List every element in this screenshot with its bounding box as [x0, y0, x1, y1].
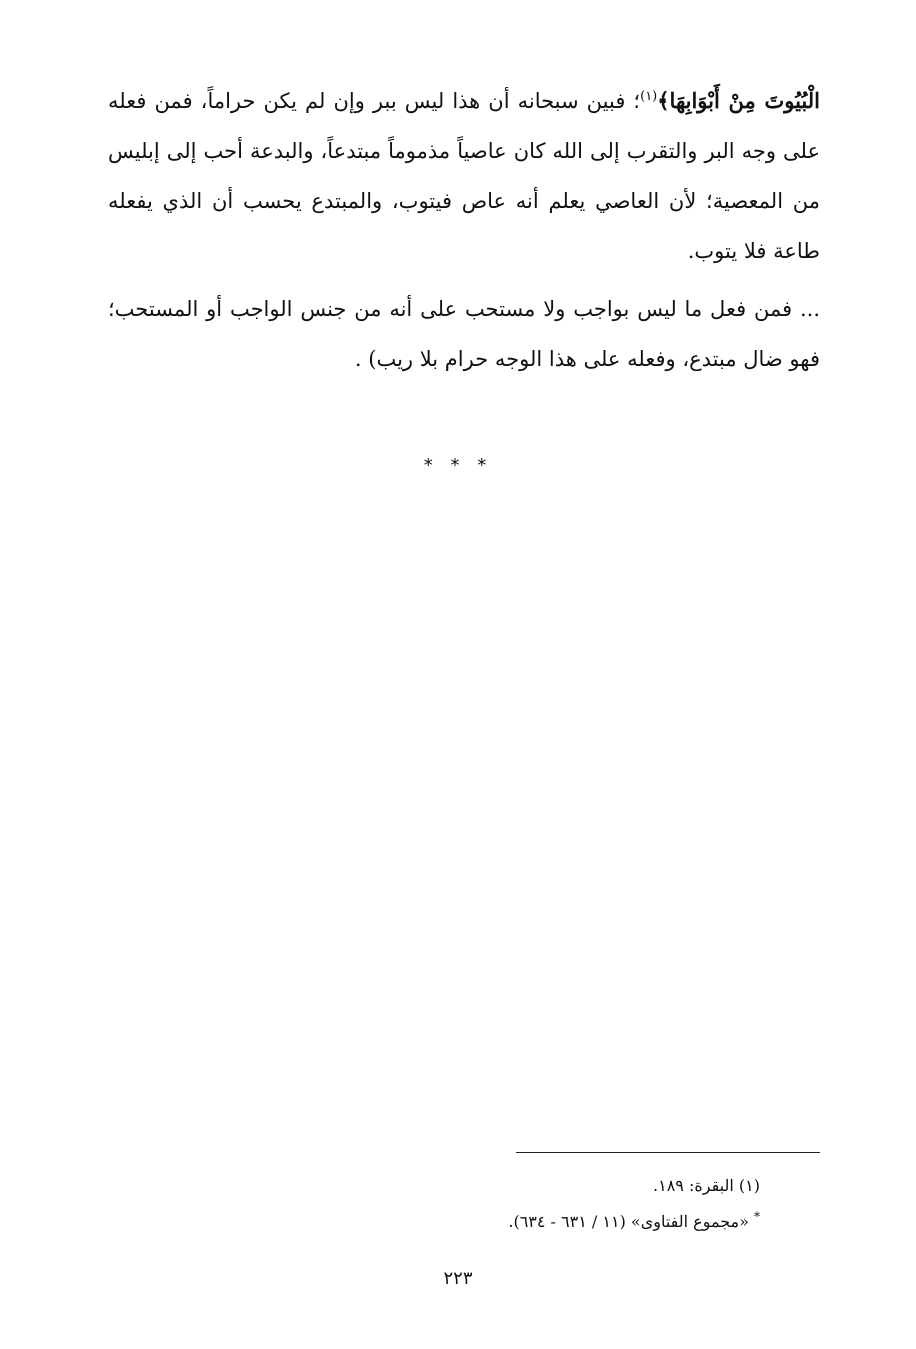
paragraph-1	[108, 76, 820, 276]
footnote-divider	[516, 1152, 820, 1153]
paragraph-2: ... فمن فعل ما ليس بواجب ولا مستحب على أنه من جنس الواجب أو المستحب؛ فهو ضال مبتدع، وفعله على هذا الوجه حرام بلا ريب) .	[108, 297, 820, 371]
page-number: ٢٢٣	[443, 1268, 473, 1289]
footnote-2-text: «مجموع الفتاوى» (١١ / ٦٣١ - ٦٣٤).	[508, 1212, 749, 1231]
paragraph-1-text: ؛ فبين سبحانه أن هذا ليس ببر وإن لم يكن حراماً، فمن فعله على وجه البر والتقرب إلى الله كان عاصياً مذموماً مبتدعاً، والبدعة أحب إلى إبليس من المعصية؛ لأن العاصي يعلم أنه عاص فيتوب، والمبتدع يحسب أن الذي يفعله طاعة فلا يتوب.	[108, 89, 820, 263]
main-text	[108, 76, 820, 384]
asterisk-mark: *	[754, 1209, 760, 1224]
footnote-reference[interactable]: (١)	[640, 89, 658, 104]
section-separator: * * *	[423, 455, 493, 476]
footnotes	[300, 1168, 760, 1240]
footnote-1: (١) البقرة: ١٨٩.	[653, 1176, 760, 1195]
footnote-2	[300, 1204, 760, 1240]
quran-fragment: الْبُيُوتَ مِنْ أَبْوَابِهَا﴾	[657, 88, 820, 113]
